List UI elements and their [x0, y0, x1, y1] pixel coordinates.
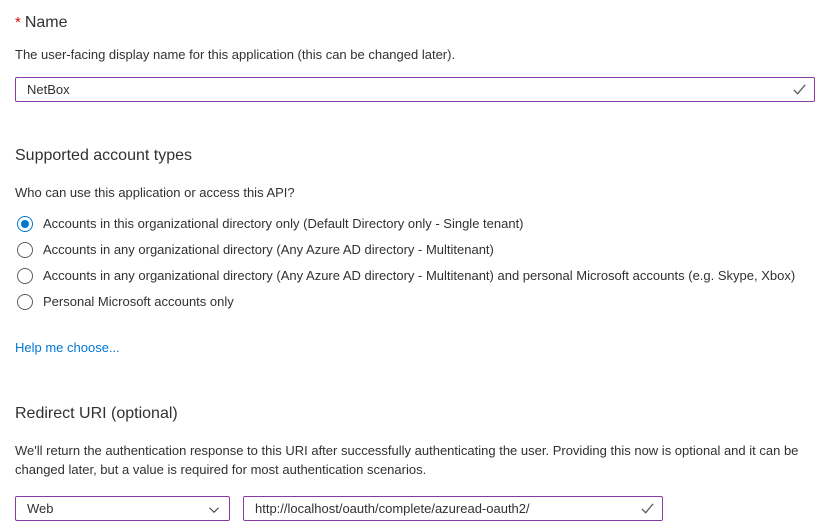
- radio-option-multitenant[interactable]: [15, 237, 815, 263]
- radio-label: Personal Microsoft accounts only: [43, 294, 234, 309]
- name-input[interactable]: [15, 77, 815, 102]
- name-field-heading: [15, 12, 815, 33]
- name-label: Name: [24, 14, 68, 31]
- account-types-heading: Supported account types: [15, 147, 193, 164]
- account-types-question: Who can use this application or access this API?: [15, 185, 295, 200]
- radio-label: Accounts in this organizational directory only (Default Directory only - Single tenant): [43, 216, 524, 231]
- name-input-wrap: [15, 77, 815, 102]
- radio-label: Accounts in any organizational directory (Any Azure AD directory - Multitenant) and personal Microsoft accounts (e.g. Skype, Xbox): [43, 268, 796, 283]
- redirect-uri-input-wrap: [243, 496, 663, 521]
- platform-select-value: Web: [27, 501, 54, 516]
- radio-button[interactable]: [17, 268, 33, 284]
- redirect-uri-heading: Redirect URI (optional): [15, 405, 178, 422]
- redirect-uri-controls: [15, 496, 815, 521]
- radio-option-personal-only[interactable]: [15, 289, 815, 315]
- radio-button[interactable]: [17, 294, 33, 310]
- account-type-radio-group: [15, 211, 815, 315]
- radio-button[interactable]: [17, 242, 33, 258]
- platform-select-dropdown[interactable]: [15, 496, 230, 521]
- redirect-uri-description: We'll return the authentication response to this URI after successfully authenticating the user. Providing this now is optional and it can be changed later, but a value is required for most authentication scenarios.: [15, 443, 799, 477]
- radio-button[interactable]: [17, 216, 33, 232]
- required-asterisk: *: [15, 14, 21, 31]
- help-me-choose-link[interactable]: Help me choose...: [15, 340, 120, 355]
- redirect-uri-section: [15, 403, 815, 521]
- supported-account-types-section: [15, 145, 815, 357]
- radio-option-single-tenant[interactable]: [15, 211, 815, 237]
- name-section: [15, 12, 815, 102]
- chevron-down-icon: [208, 504, 220, 516]
- radio-option-multitenant-personal[interactable]: [15, 263, 815, 289]
- name-description: The user-facing display name for this application (this can be changed later).: [15, 47, 456, 62]
- radio-label: Accounts in any organizational directory (Any Azure AD directory - Multitenant): [43, 242, 494, 257]
- redirect-uri-input[interactable]: [243, 496, 663, 521]
